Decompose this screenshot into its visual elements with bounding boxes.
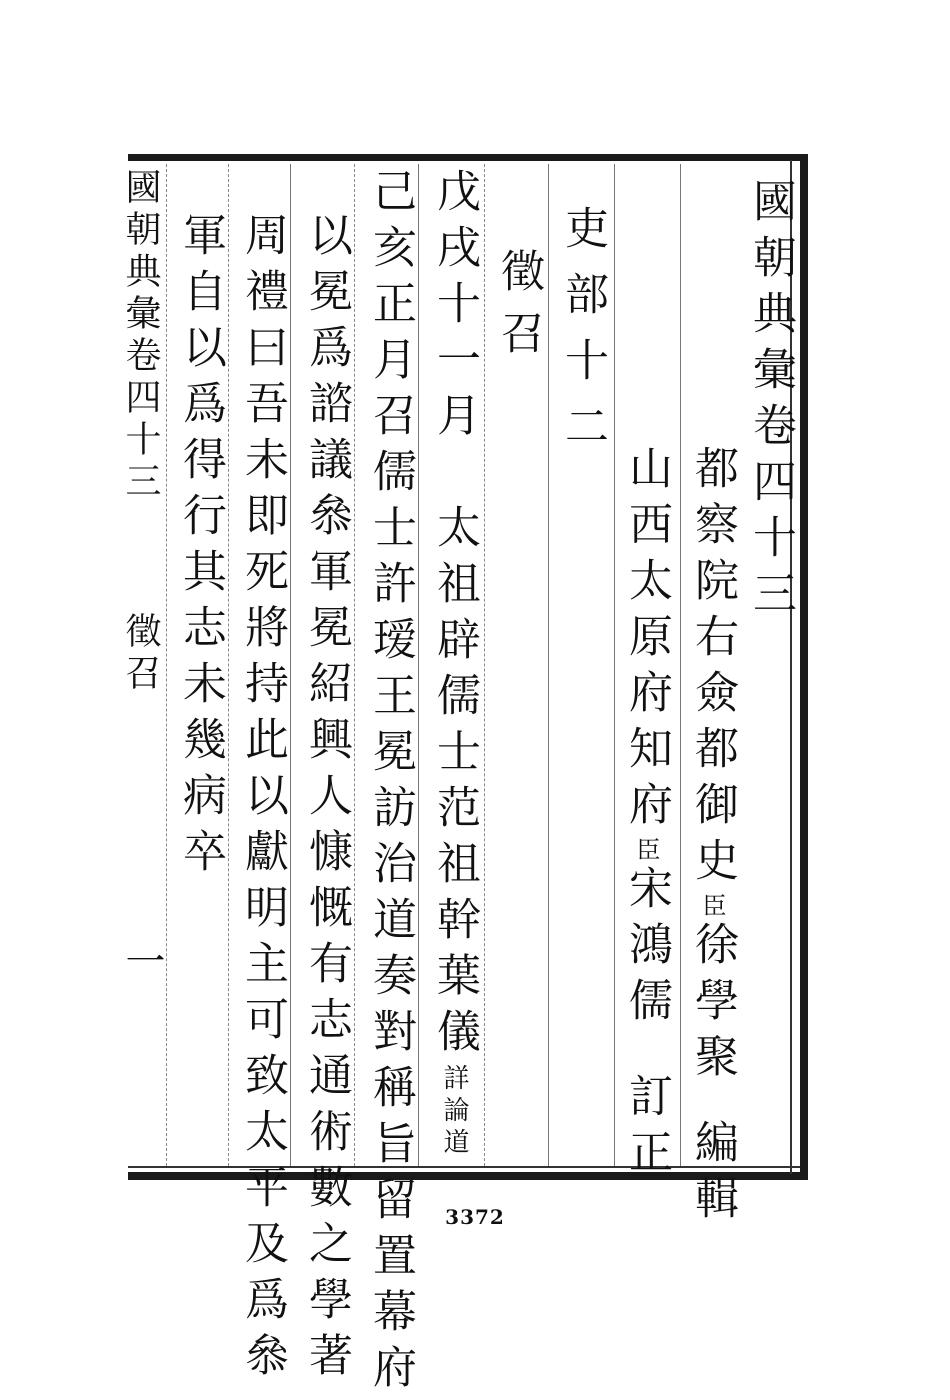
page-number: 3372 xyxy=(445,1205,505,1229)
column-divider xyxy=(548,164,549,1166)
margin-leaf-number: 一 xyxy=(119,940,165,992)
editor-line xyxy=(621,445,672,1185)
column-divider xyxy=(418,164,419,1166)
column-divider xyxy=(166,164,168,1166)
editor-name: 宋鴻儒 xyxy=(621,865,672,1033)
entry-line xyxy=(429,168,480,1160)
body-text-line: 以冕爲諮議叅軍冕紹興人慷慨有志通術數之學著 xyxy=(301,212,352,1388)
entry-text: 戊戌十一月 太祖辟儒士范祖幹葉儀 xyxy=(429,168,480,1064)
body-text-line: 己亥正月召儒士許瑷王冕訪治道奏對稱旨留置幕府 xyxy=(365,168,416,1400)
editor-minister-mark: 臣 xyxy=(632,837,660,865)
column-divider xyxy=(228,164,230,1166)
body-text-line: 周禮曰吾未即死將持此以獻明主可致太平及爲叅 xyxy=(237,212,288,1388)
editor-role: 訂正 xyxy=(621,1073,672,1185)
margin-section: 徵召 xyxy=(120,612,161,696)
volume-title: 國朝典彙卷四十三 xyxy=(745,178,796,626)
column-divider xyxy=(484,164,486,1166)
compiler-minister-mark: 臣 xyxy=(698,893,726,921)
frame-right-border xyxy=(800,154,808,1180)
column-divider xyxy=(290,164,291,1166)
frame-top-border xyxy=(128,154,808,161)
compiler-line xyxy=(687,445,738,1231)
entry-annotation: 詳論道 xyxy=(439,1064,469,1160)
compiler-role: 編輯 xyxy=(687,1119,738,1231)
subsection-heading: 徵召 xyxy=(493,248,544,372)
column-divider xyxy=(680,164,681,1166)
editor-title: 山西太原府知府 xyxy=(621,445,672,837)
section-heading: 吏部十二 xyxy=(557,205,608,469)
body-text-line: 軍自以爲得行其志未幾病卒 xyxy=(175,212,226,884)
compiler-name: 徐學聚 xyxy=(687,921,738,1089)
compiler-title: 都察院右僉都御史 xyxy=(687,445,738,893)
margin-volume-title: 國朝典彙卷四十三 xyxy=(120,168,161,504)
column-divider xyxy=(614,164,615,1166)
column-divider xyxy=(354,164,356,1166)
